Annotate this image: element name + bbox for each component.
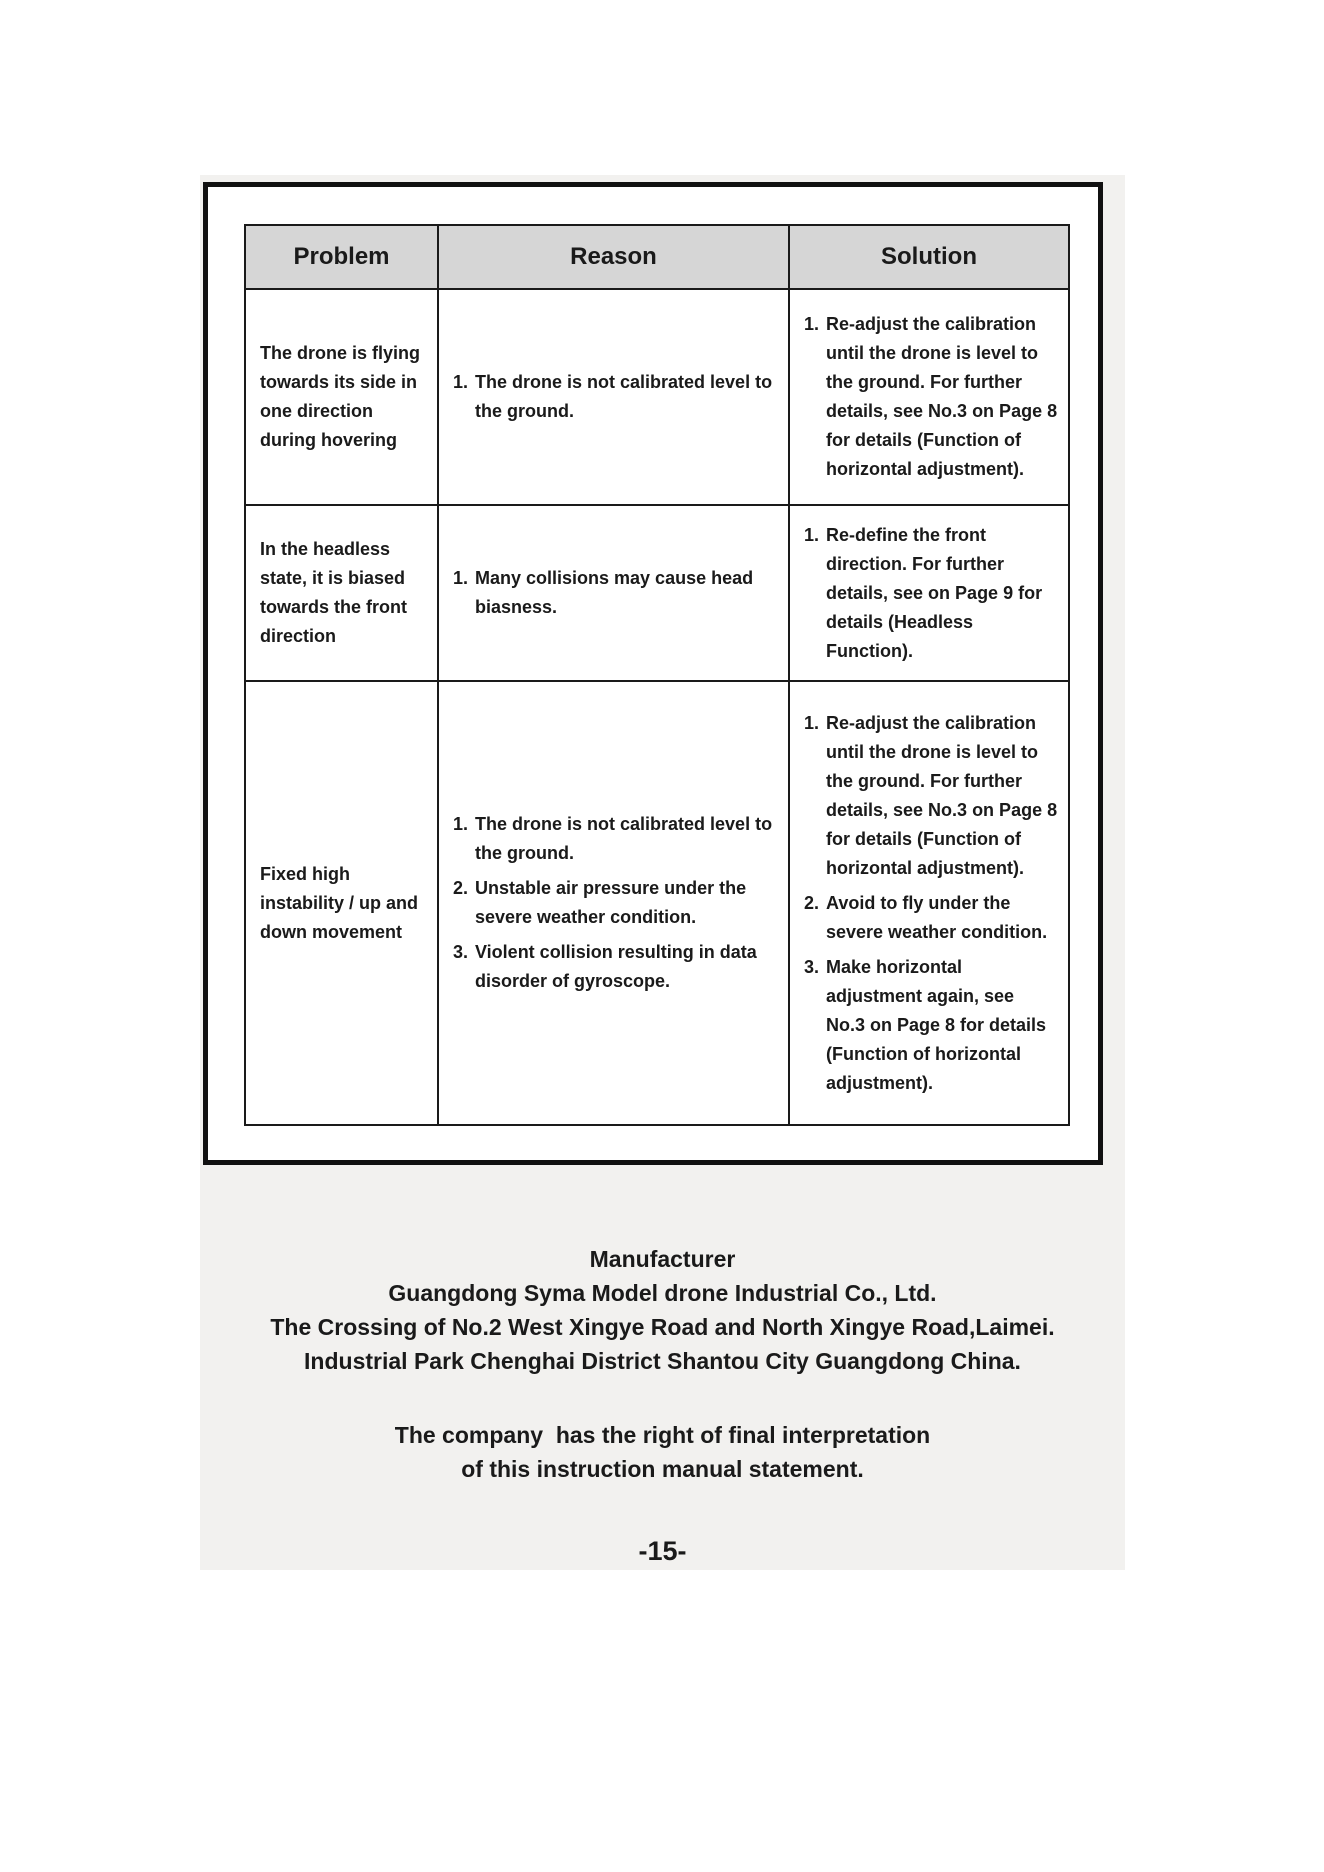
manufacturer-block [200,1242,1125,1378]
address-line-2: Industrial Park Chenghai District Shantou City Guangdong China. [304,1348,1021,1374]
reason-cell [438,681,789,1125]
troubleshooting-table [244,224,1070,1126]
problem-cell: The drone is flying towards its side in one direction during hovering [245,289,438,505]
reason-item: 1. The drone is not calibrated level to the ground. [453,814,773,863]
reason-cell [438,505,789,681]
statement-line-2: of this instruction manual statement. [461,1456,864,1482]
reason-item: 1. Many collisions may cause head biasness. [453,568,754,617]
solution-item: 1. Re-define the front direction. For further details, see on Page 9 for details (Headless Function). [804,524,1043,661]
header-problem: Problem [245,225,438,289]
solution-item: 1. Re-adjust the calibration until the drone is level to the ground. For further details, see No.3 on Page 8 for details (Function of horizontal adjustment). [804,314,1058,479]
table-row [245,681,1069,1125]
solution-cell [789,289,1069,505]
solution-cell [789,681,1069,1125]
solution-item: 1. Re-adjust the calibration until the drone is level to the ground. For further details, see No.3 on Page 8 for details (Function of horizontal adjustment). [804,712,1058,878]
table-header-row [245,225,1069,289]
reason-item: 3. Violent collision resulting in data disorder of gyroscope. [453,942,757,991]
solution-cell [789,505,1069,681]
address-line-1: The Crossing of No.2 West Xingye Road and North Xingye Road,Laimei. [270,1314,1055,1340]
reason-cell [438,289,789,505]
solution-item: 3. Make horizontal adjustment again, see No.3 on Page 8 for details (Function of horizontal adjustment). [804,956,1047,1093]
statement-line-1: The company has the right of final interpretation [394,1422,931,1448]
solution-item: 2. Avoid to fly under the severe weather condition. [804,892,1048,942]
company-name: Guangdong Syma Model drone Industrial Co., Ltd. [388,1280,937,1306]
troubleshooting-table-frame [203,182,1103,1165]
table-row [245,505,1069,681]
problem-cell: In the headless state, it is biased towards the front direction [245,505,438,681]
reason-item: 2. Unstable air pressure under the severe weather condition. [453,878,747,927]
page-number: -15- [638,1536,687,1566]
problem-cell: Fixed high instability / up and down movement [245,681,438,1125]
header-reason: Reason [438,225,789,289]
header-solution: Solution [789,225,1069,289]
reason-item: 1. The drone is not calibrated level to the ground. [453,372,773,421]
table-row [245,289,1069,505]
interpretation-statement [200,1418,1125,1486]
manufacturer-label: Manufacturer [589,1246,736,1272]
